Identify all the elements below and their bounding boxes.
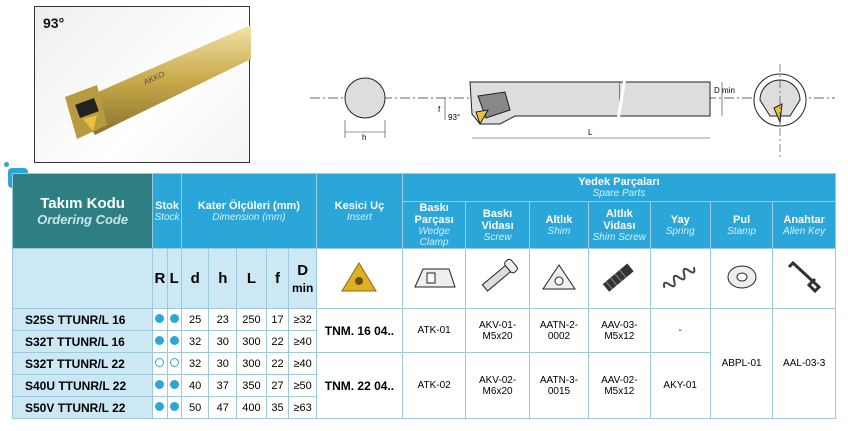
- stock-R: [153, 309, 167, 331]
- col-h: h: [209, 249, 237, 309]
- stock-header: Stok Stock: [153, 174, 182, 249]
- stock-dot-icon: [170, 358, 179, 367]
- shim-code: AATN-2-0002: [529, 309, 588, 353]
- shim-code: AATN-3-0015: [529, 353, 588, 419]
- product-photo: [34, 6, 250, 163]
- stock-dot-icon: [155, 336, 164, 345]
- dim-length: 300: [237, 331, 267, 353]
- shim-screw-code: AAV-02-M5x12: [589, 353, 650, 419]
- dim-f: 35: [266, 397, 289, 419]
- dim-dmin-label: D min: [714, 86, 735, 95]
- screw-icon: [466, 249, 529, 309]
- dim-dmin: ≥40: [289, 353, 317, 375]
- dim-d: 32: [181, 331, 209, 353]
- insert-header: Kesici Uç Insert: [316, 174, 402, 249]
- dim-d: 40: [181, 375, 209, 397]
- dim-f: 22: [266, 331, 289, 353]
- stock-L: [167, 353, 181, 375]
- dim-f: 22: [266, 353, 289, 375]
- dim-dmin: ≥40: [289, 331, 317, 353]
- dim-d: 25: [181, 309, 209, 331]
- dimension-header: Kater Ölçüleri (mm) Dimension (mm): [181, 174, 316, 249]
- stock-dot-icon: [170, 380, 179, 389]
- dim-h: 30: [209, 331, 237, 353]
- dim-L-label: L: [588, 128, 593, 137]
- insert-icon: [316, 249, 402, 309]
- col-length: L: [237, 249, 267, 309]
- dim-f: 17: [266, 309, 289, 331]
- stock-dot-icon: [155, 314, 164, 323]
- part-header-wedge: Baskı Parçası Wedge Clamp: [402, 202, 465, 249]
- spring-code: -: [650, 309, 710, 353]
- allen-key-code: AAL-03-3: [773, 309, 836, 419]
- stock-dot-icon: [155, 358, 164, 367]
- shim-screw-icon: [589, 249, 650, 309]
- dim-d: 32: [181, 353, 209, 375]
- spare-parts-header: Yedek Parçaları Spare Parts: [402, 174, 835, 202]
- stock-R: [153, 331, 167, 353]
- dim-h: 47: [209, 397, 237, 419]
- dim-length: 350: [237, 375, 267, 397]
- code-header-fill: [13, 249, 153, 309]
- stock-L: [167, 309, 181, 331]
- stock-dot-icon: [170, 314, 179, 323]
- dim-h: 23: [209, 309, 237, 331]
- part-header-allen: Anahtar Allen Key: [773, 202, 836, 249]
- order-code: S50V TTUNR/L 22: [13, 397, 153, 419]
- dim-dmin: ≥32: [289, 309, 317, 331]
- stock-dot-icon: [170, 402, 179, 411]
- dim-dmin: ≥63: [289, 397, 317, 419]
- col-dmin: D min: [289, 249, 317, 309]
- dim-d: 50: [181, 397, 209, 419]
- ordering-table: [12, 173, 836, 419]
- dim-h: 37: [209, 375, 237, 397]
- boring-bar-illustration: [35, 7, 251, 164]
- stock-L: [167, 375, 181, 397]
- spring-icon: [650, 249, 710, 309]
- part-header-shim: Altlık Shim: [529, 202, 588, 249]
- stock-dot-icon: [155, 402, 164, 411]
- stock-L: [167, 331, 181, 353]
- col-R: R: [153, 249, 167, 309]
- dim-h: 30: [209, 353, 237, 375]
- col-f: f: [266, 249, 289, 309]
- part-header-screw: Baskı Vidası Screw: [466, 202, 529, 249]
- stock-L: [167, 397, 181, 419]
- dim-length: 300: [237, 353, 267, 375]
- insert-code: TNM. 16 04..: [316, 309, 402, 353]
- code-header: Takım Kodu Ordering Code: [13, 174, 153, 249]
- stock-R: [153, 353, 167, 375]
- dim-f-label: f: [438, 105, 441, 114]
- wedge-clamp-code: ATK-01: [402, 309, 465, 353]
- screw-code: AKV-02-M6x20: [466, 353, 529, 419]
- dim-h-label: h: [362, 133, 367, 142]
- spring-code: AKY-01: [650, 353, 710, 419]
- technical-drawing: [300, 60, 840, 170]
- allen-key-icon: [773, 249, 836, 309]
- stock-dot-icon: [170, 336, 179, 345]
- order-code: S32T TTUNR/L 16: [13, 331, 153, 353]
- stamp-icon: [710, 249, 772, 309]
- shim-icon: [529, 249, 588, 309]
- stamp-code: ABPL-01: [710, 309, 772, 419]
- dim-length: 250: [237, 309, 267, 331]
- dim-dmin: ≥50: [289, 375, 317, 397]
- part-header-spring: Yay Spring: [650, 202, 710, 249]
- col-d: d: [181, 249, 209, 309]
- svg-text:AKKO: AKKO: [142, 69, 167, 87]
- part-header-shim-screw: Altlık Vidası Shim Screw: [589, 202, 650, 249]
- order-code: S32T TTUNR/L 22: [13, 353, 153, 375]
- dim-f: 27: [266, 375, 289, 397]
- insert-code: TNM. 22 04..: [316, 353, 402, 419]
- col-L: L: [167, 249, 181, 309]
- wedge-clamp-code: ATK-02: [402, 353, 465, 419]
- stock-R: [153, 397, 167, 419]
- decor-dot: [4, 162, 9, 167]
- dim-angle-label: 93°: [448, 113, 461, 122]
- part-header-stamp: Pul Stamp: [710, 202, 772, 249]
- wedge-clamp-icon: [402, 249, 465, 309]
- shim-screw-code: AAV-03-M5x12: [589, 309, 650, 353]
- photo-angle-label: 93°: [43, 15, 65, 31]
- order-code: S25S TTUNR/L 16: [13, 309, 153, 331]
- stock-R: [153, 375, 167, 397]
- table-row: [13, 309, 836, 331]
- dim-length: 400: [237, 397, 267, 419]
- stock-dot-icon: [155, 380, 164, 389]
- order-code: S40U TTUNR/L 22: [13, 375, 153, 397]
- screw-code: AKV-01-M5x20: [466, 309, 529, 353]
